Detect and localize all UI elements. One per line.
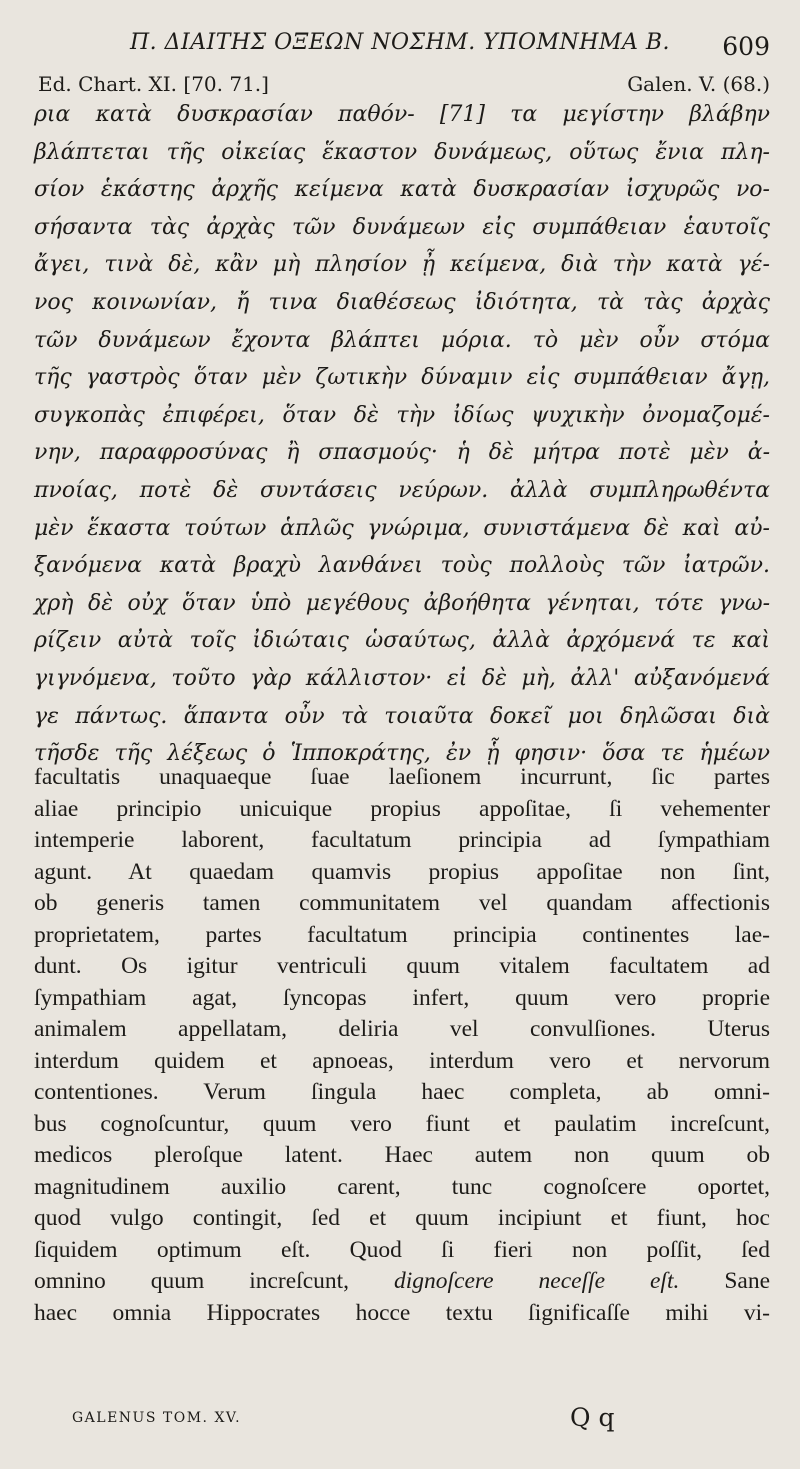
greek-line: νην, παραφροσύνας ἢ σπασμούς· ἡ δὲ μήτρα ποτὲ μὲν ἀ- (34, 440, 770, 466)
edition-reference-chartier: Ed. Chart. XI. [70. 71.] (38, 72, 269, 96)
latin-italic-text: dignoſcere neceſſe eſt. (393, 1268, 680, 1294)
latin-line: haec omnia Hippocrates hocce textu ſignificaſſe mihi vi- (34, 1299, 770, 1326)
latin-line-mixed (34, 1266, 770, 1298)
greek-line: συγκοπὰς ἐπιφέρει, ὅταν δὲ τὴν ἰδίως ψυχικὴν ὀνομαζομέ- (34, 402, 770, 428)
latin-line: interdum quidem et apnoeas, interdum vero et nervorum (34, 1047, 770, 1074)
greek-line: βλάπτεται τῆς οἰκείας ἕκαστον δυνάμεως, οὕτως ἔνια πλη- (34, 139, 770, 165)
greek-line: ἄγει, τινὰ δὲ, κἂν μὴ πλησίον ᾖ κείμενα, διὰ τὴν κατὰ γέ- (34, 252, 770, 278)
latin-line: ſiquidem optimum eſt. Quod ſi fieri non poſſit, ſed (34, 1236, 770, 1263)
latin-line: agunt. At quaedam quamvis propius appoſitae non ſint, (34, 858, 770, 885)
latin-line: proprietatem, partes facultatum principia continentes lae- (34, 921, 770, 948)
latin-line: ob generis tamen communitatem vel quandam affectionis (34, 890, 770, 916)
greek-line: πνοίας, ποτὲ δὲ συντάσεις νεύρων. ἀλλὰ συμπληρωθέντα (34, 477, 770, 503)
greek-line: τῆσδε τῆς λέξεως ὁ Ἱπποκράτης, ἐν ᾗ φησιν· ὅσα τε ἡμέων (34, 741, 770, 767)
running-head: Π. ΔΙΑΙΤΗΣ ΟΞΕΩΝ ΝΟΣΗΜ. ΥΠΟΜΝΗΜΑ Β. (129, 30, 671, 55)
latin-text: omnino quum increſcunt, (34, 1268, 350, 1294)
greek-line: σήσαντα τὰς ἀρχὰς τῶν δυνάμεων εἰς συμπάθειαν ἑαυτοῖς (34, 214, 770, 240)
greek-line: μὲν ἕκαστα τούτων ἁπλῶς γνώριμα, συνιστάμενα δὲ καὶ αὐ- (34, 515, 770, 541)
greek-line: χρὴ δὲ οὐχ ὅταν ὑπὸ μεγέθους ἀβοήθητα γένηται, τότε γνω- (34, 590, 770, 616)
latin-line: medicos pleroſque latent. Haec autem non quum ob (34, 1142, 770, 1168)
greek-line: σίον ἑκάστης ἀρχῆς κείμενα κατὰ δυσκρασίαν ἰσχυρῶς νο- (34, 177, 770, 203)
latin-line: contentiones. Verum ſingula haec completa, ab omni- (34, 1079, 770, 1105)
greek-text-block (34, 96, 770, 773)
gathering-signature: Q q (570, 1403, 615, 1432)
latin-line: magnitudinem auxilio carent, tunc cognoſcere oportet, (34, 1173, 770, 1200)
edition-reference-galen: Galen. V. (68.) (627, 72, 770, 96)
latin-line: aliae principio unicuique propius appoſitae, ſi vehementer (34, 795, 770, 822)
latin-text: Sane (724, 1268, 770, 1294)
greek-line: τῶν δυνάμεων ἔχοντα βλάπτει μόρια. τὸ μὲν οὖν στόμα (34, 327, 770, 353)
page-number: 609 (722, 32, 770, 61)
latin-line: facultatis unaquaeque ſuae laeſionem incurrunt, ſic partes (34, 764, 770, 790)
greek-line: ρια κατὰ δυσκρασίαν παθόν- [71] τα μεγίστην βλάβην (34, 102, 770, 127)
greek-line: ξανόμενα κατὰ βραχὺ λανθάνει τοὺς πολλοὺς τῶν ἰατρῶν. (34, 553, 770, 579)
latin-line: dunt. Os igitur ventriculi quum vitalem facultatem ad (34, 953, 770, 979)
greek-line: τῆς γαστρὸς ὅταν μὲν ζωτικὴν δύναμιν εἰς συμπάθειαν ἄγῃ, (34, 365, 770, 391)
latin-line: bus cognoſcuntur, quum vero fiunt et paulatim increſcunt, (34, 1110, 770, 1137)
greek-line: γιγνόμενα, τοῦτο γὰρ κάλλιστον· εἰ δὲ μὴ, ἀλλ' αὐξανόμενά (34, 665, 770, 691)
volume-signature: GALENUS TOM. XV. (72, 1410, 242, 1426)
latin-line: ſympathiam agat, ſyncopas infert, quum vero proprie (34, 984, 770, 1011)
greek-line: ρίζειν αὐτὰ τοῖς ἰδιώταις ὡσαύτως, ἀλλὰ ἀρχόμενά τε καὶ (34, 628, 770, 654)
latin-text-block (34, 762, 770, 1329)
latin-line: animalem appellatam, deliria vel convulſiones. Uterus (34, 1016, 770, 1042)
greek-line: γε πάντως. ἅπαντα οὖν τὰ τοιαῦτα δοκεῖ μοι δηλῶσαι διὰ (34, 703, 770, 729)
latin-line: quod vulgo contingit, ſed et quum incipiunt et fiunt, hoc (34, 1205, 770, 1231)
greek-line: νος κοινωνίαν, ἤ τινα διαθέσεως ἰδιότητα, τὰ τὰς ἀρχὰς (34, 289, 770, 315)
latin-line: intemperie laborent, facultatum principia ad ſympathiam (34, 827, 770, 853)
